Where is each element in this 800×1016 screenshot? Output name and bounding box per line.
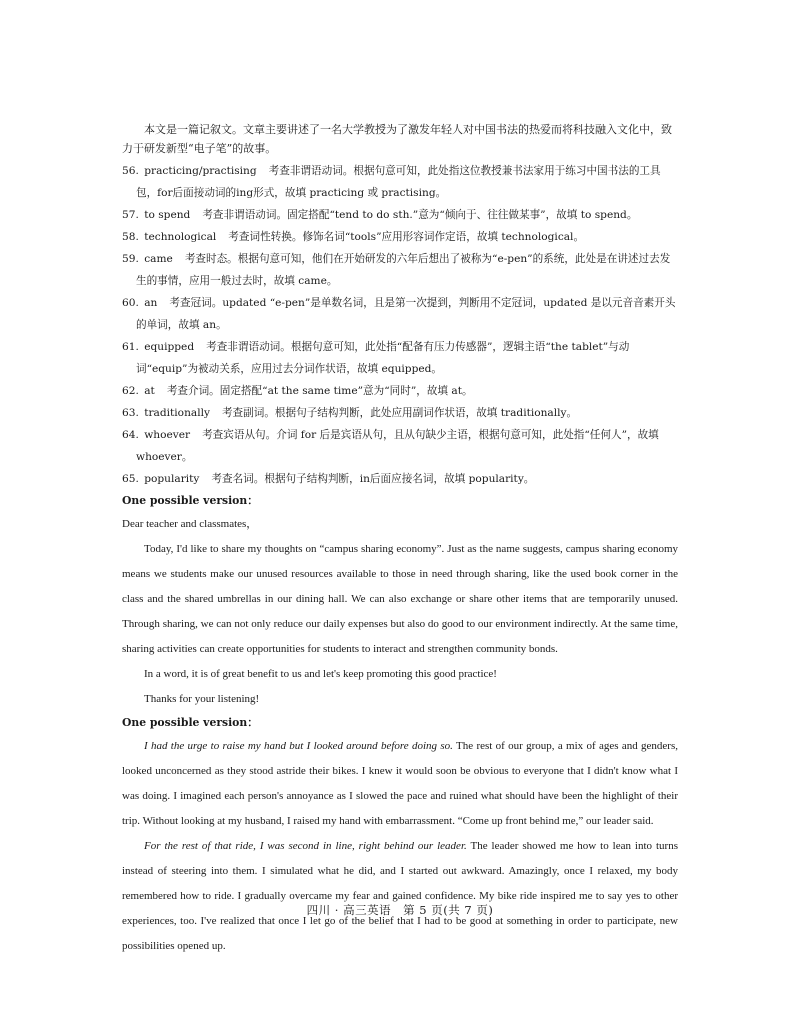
story-paragraph-2 <box>122 834 678 959</box>
story-prompt-1: I had the urge to raise my hand but I looked around before doing so. <box>144 740 453 752</box>
page-footer: 四川 · 高三英语 第 5 页(共 7 页) <box>306 903 494 917</box>
answer-item <box>122 292 678 336</box>
answer-item <box>122 226 678 248</box>
answer-number: 57. <box>122 209 139 221</box>
answer-number: 60. <box>122 297 139 309</box>
answer-explanation: 考查时态。根据句意可知，他们在开始研发的六年后想出了被称为“e-pen”的系统，此处是在讲述过去发生的事情，应用一般过去时，故填 came。 <box>136 253 671 287</box>
answer-explanation: 考查非谓语动词。根据句意可知，此处指这位教授兼书法家用于练习中国书法的工具包，for后面接动词的ing形式，故填 practicing 或 practising。 <box>136 165 661 199</box>
answer-number: 62. <box>122 385 139 397</box>
answer-item <box>122 468 678 490</box>
answer-explanation: 考查非谓语动词。固定搭配“tend to do sth.”意为“倾向于、往往做某事”，故填 to spend。 <box>202 209 638 221</box>
answer-number: 56. <box>122 165 139 177</box>
answer-explanation: 考查词性转换。修饰名词“tools”应用形容词作定语，故填 technological。 <box>228 231 585 243</box>
answer-key: technological <box>144 231 217 243</box>
passage-summary: 本文是一篇记叙文。文章主要讲述了一名大学教授为了激发年轻人对中国书法的热爱而将科技融入文化中，致力于研发新型“电子笔”的故事。 <box>122 123 672 155</box>
answer-explanation: 考查副词。根据句子结构判断，此处应用副词作状语，故填 traditionally。 <box>221 407 578 419</box>
version-heading: One possible version： <box>122 716 259 729</box>
answer-key: whoever <box>144 429 191 441</box>
answer-item <box>122 204 678 226</box>
version-heading: One possible version： <box>122 494 259 507</box>
answer-explanation: 考查介词。固定搭配“at the same time”意为“同时”，故填 at。 <box>166 385 473 397</box>
answer-number: 63. <box>122 407 139 419</box>
story-text-2: The leader showed me how to lean into turns instead of steering into them. I simulated what he did, and I started out awkward. Amazingly, once I relaxed, my body remembered how to ride. I gradually overcame my fear and gained confidence. My bike ride inspired me to say yes to other experiences, too. I've realized that once I let go of the belief that I had to be good at something in order to participate, new possibilities opened up. <box>122 840 678 952</box>
answer-list <box>122 160 678 490</box>
letter-conclusion: In a word, it is of great benefit to us and let's keep promoting this good practice! <box>144 668 497 680</box>
answer-item <box>122 402 678 424</box>
answer-key: came <box>144 253 173 265</box>
answer-item <box>122 160 678 204</box>
answer-number: 64. <box>122 429 139 441</box>
answer-key: popularity <box>144 473 200 485</box>
story-text-1: The rest of our group, a mix of ages and genders, looked unconcerned as they stood astride their bikes. I knew it would soon be obvious to everyone that I didn't know what I was doing. I imagined each person's annoyance as I slowed the pace and ruined what should have been the highlight of their trip. Without looking at my husband, I raised my hand with embarrassment. “Come up front behind me,” our leader said. <box>122 740 678 827</box>
answer-item <box>122 424 678 468</box>
letter-body-paragraph: Today, I'd like to share my thoughts on “campus sharing economy”. Just as the name suggests, campus sharing economy means we students make our unused resources available to those in need through sharing, like the used book corner in the class and the shared umbrellas in our dining hall. We can also exchange or share other items that are temporarily unused. Through sharing, we can not only reduce our daily expenses but also do good to our environment indirectly. At the same time, sharing activities can create opportunities for students to interact and strengthen community bonds. <box>122 543 678 655</box>
answer-key: at <box>144 385 155 397</box>
answer-item <box>122 380 678 402</box>
answer-item <box>122 336 678 380</box>
answer-key: traditionally <box>144 407 210 419</box>
answer-explanation: 考查宾语从句。介词 for 后是宾语从句，且从句缺少主语，根据句意可知，此处指“任何人”，故填 whoever。 <box>136 429 659 463</box>
answer-key: equipped <box>144 341 195 353</box>
story-prompt-2: For the rest of that ride, I was second in line, right behind our leader. <box>144 840 467 852</box>
answer-key: an <box>144 297 158 309</box>
answer-number: 59. <box>122 253 139 265</box>
answer-key: practicing/practising <box>144 165 257 177</box>
answer-number: 65. <box>122 473 139 485</box>
answer-explanation: 考查名词。根据句子结构判断，in后面应接名词，故填 popularity。 <box>211 473 535 485</box>
answer-number: 58. <box>122 231 139 243</box>
answer-key: to spend <box>144 209 191 221</box>
letter-closing: Thanks for your listening! <box>144 693 260 705</box>
answer-item <box>122 248 678 292</box>
story-paragraph-1 <box>122 734 678 834</box>
answer-explanation: 考查冠词。updated “e-pen”是单数名词，且是第一次提到，判断用不定冠词，updated 是以元音音素开头的单词，故填 an。 <box>136 297 676 331</box>
answer-number: 61. <box>122 341 139 353</box>
letter-greeting: Dear teacher and classmates， <box>122 518 258 530</box>
answer-page <box>122 120 678 959</box>
answer-explanation: 考查非谓语动词。根据句意可知，此处指“配备有压力传感器”，逻辑主语“the tablet”与动词“equip”为被动关系，应用过去分词作状语，故填 equipped。 <box>136 341 630 375</box>
